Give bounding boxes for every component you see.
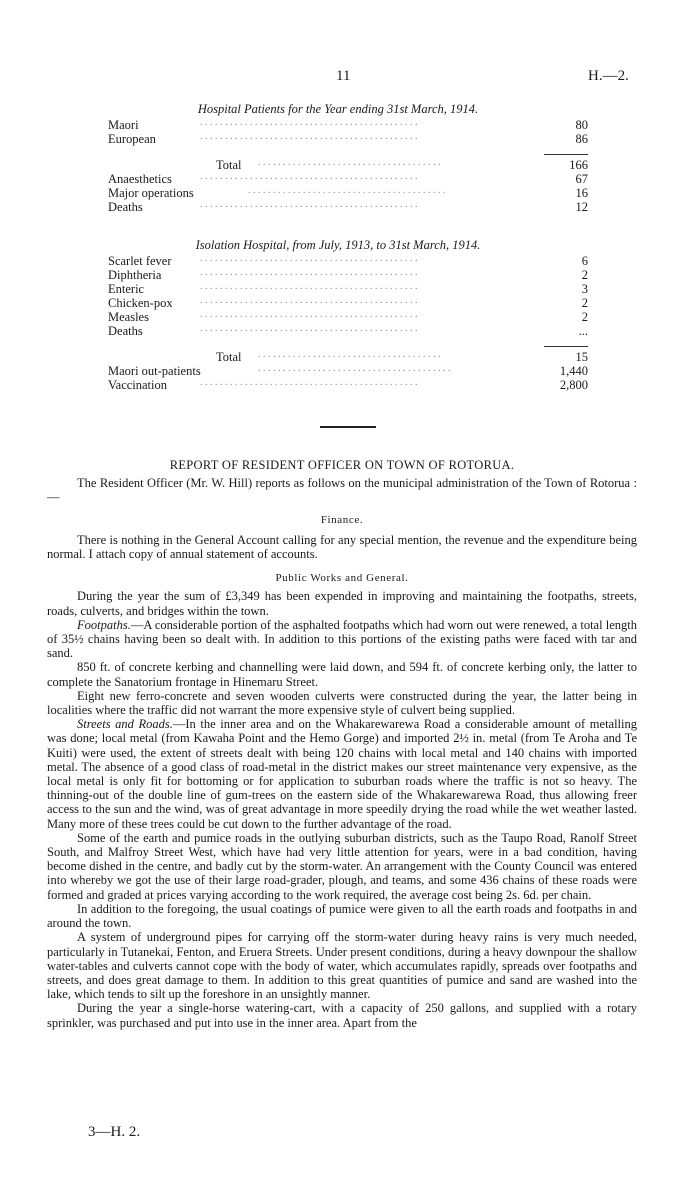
row-value: 16 — [575, 186, 588, 200]
report-heading: REPORT OF RESIDENT OFFICER ON TOWN OF ROTORUA. — [169, 458, 515, 472]
intro-paragraph: The Resident Officer (Mr. W. Hill) reports as follows on the municipal administration of the Town of Rotorua :— — [47, 476, 637, 505]
total-label: Total — [216, 350, 242, 364]
leader-dots: . . . . . . . . . . . . . . . . . . . . . . . . . . . . . . . . . . . . . . . . . . . . — [200, 281, 418, 292]
row-label: Anaesthetics — [108, 172, 172, 186]
row-label: Maori out-patients — [108, 364, 201, 378]
row-label: European — [108, 132, 156, 146]
report-body — [47, 458, 637, 1030]
table-row — [108, 132, 588, 146]
leader-dots: . . . . . . . . . . . . . . . . . . . . . . . . . . . . . . . . . . . . . . . . . . . . — [200, 199, 418, 210]
finance-paragraph: There is nothing in the General Account calling for any special mention, the revenue and the expenditure being normal. I attach copy of annual statement of accounts. — [47, 532, 637, 562]
paragraph: During the year the sum of £3,349 has been expended in improving and maintaining the footpaths, streets, roads, culverts, and bridges within the town. — [47, 589, 637, 618]
paragraph: During the year a single-horse watering-cart, with a capacity of 250 gallons, and supplied with a rotary sprinkler, was purchased and put into use in the inner area. Apart from the — [47, 1001, 637, 1030]
paragraph: Eight new ferro-concrete and seven wooden culverts were constructed during the year, the latter being in localities where the traffic did not warrant the more expensive style of culvert being supplied. — [47, 688, 637, 718]
leader-dots: . . . . . . . . . . . . . . . . . . . . . . . . . . . . . . . . . . . . . . . . . . . . — [200, 131, 418, 142]
leader-dots: . . . . . . . . . . . . . . . . . . . . . . . . . . . . . . . . . . . . . — [258, 157, 441, 168]
sum-rule — [544, 346, 588, 347]
total-value: 166 — [569, 158, 588, 172]
row-value: 1,440 — [559, 364, 588, 378]
row-label: Measles — [108, 310, 149, 324]
row-label: Deaths — [108, 200, 143, 214]
row-label: Vaccination — [108, 378, 168, 392]
total-label: Total — [216, 158, 242, 172]
row-label: Enteric — [108, 282, 145, 296]
leader-dots: . . . . . . . . . . . . . . . . . . . . . . . . . . . . . . . . . . . . . . . . . . . . — [200, 309, 418, 320]
row-label: Maori — [108, 118, 139, 132]
leader-dots: . . . . . . . . . . . . . . . . . . . . . . . . . . . . . . . . . . . . . . . . . . . . — [200, 171, 418, 182]
row-value: 12 — [575, 200, 588, 214]
leader-dots: . . . . . . . . . . . . . . . . . . . . . . . . . . . . . . . . . . . . . . . — [258, 363, 451, 374]
row-value: 2 — [581, 296, 588, 310]
page-number: 11 — [336, 68, 351, 84]
leader-dots: . . . . . . . . . . . . . . . . . . . . . . . . . . . . . . . . . . . . . . . . . . . . — [200, 267, 418, 278]
paragraph-text: —A considerable portion of the asphalted footpaths which had worn out were renewed, a total length of 35½ chains having been so dealt with. In addition to this portions of the existing paths were faced with tar and sand. — [47, 617, 637, 661]
row-label: Diphtheria — [108, 268, 162, 282]
row-value: 6 — [581, 254, 588, 268]
row-label: Deaths — [108, 324, 143, 338]
hospital-patients-table — [108, 100, 588, 214]
leader-dots: . . . . . . . . . . . . . . . . . . . . . . . . . . . . . . . . . . . . . . . . . . . . — [200, 323, 418, 334]
paragraph-text: —In the inner area and on the Whakarewarewa Road a considerable amount of metalling was done; local metal (from Kawaha Point and the Hemo Gorge) and imported 2½ in. metal (from Te Aroha and Te Kuiti) were used, the extent of streets dealt with being 120 chains with local metal and 140 chains with imported metal. The absence of a good class of road-metal in the district makes our street maintenance very expensive, as the local metal is only fit for bottoming or for application to suburban roads where the traffic is not so heavy. The thinning-out of the double line of gum-trees on the eastern side of the Whakarewarewa Road, thus allowing freer access to the sun and the wind, was of great advantage in more speedily drying the road while the wet weather lasted. Many more of these trees could be cut down to the further advantage of the road. — [47, 717, 638, 831]
leader-dots: . . . . . . . . . . . . . . . . . . . . . . . . . . . . . . . . . . . . . . . . . . . . — [200, 377, 418, 388]
paragraph: A system of underground pipes for carrying off the storm-water during heavy rains is very much needed, particularly in Tutanekai, Fenton, and Eruera Streets. Under present conditions, during a heavy downpour the shallow water-tables and culverts cannot cope with the body of water, which accumulates rapidly, spreads over footpaths and streets, and does great damage to them. In addition to this great quantities of pumice and sand are washed into the lake, which tends to silt up the foreshore in an unsightly manner. — [47, 930, 637, 1002]
row-value: 67 — [575, 172, 588, 186]
table-row — [108, 324, 588, 338]
table-row — [108, 378, 588, 392]
isolation-hospital-table — [108, 236, 588, 392]
footpaths-paragraph — [47, 618, 637, 661]
row-label: Major operations — [108, 186, 194, 200]
sum-rule — [544, 154, 588, 155]
finance-heading: Finance. — [320, 513, 364, 526]
table-title: Hospital Patients for the Year ending 31st March, 1914. — [197, 102, 479, 116]
document-reference: H.—2. — [588, 68, 629, 84]
row-value: 2 — [581, 268, 588, 282]
leader-dots: . . . . . . . . . . . . . . . . . . . . . . . . . . . . . . . . . . . . . . . . . . . . — [200, 117, 418, 128]
paragraph: In addition to the foregoing, the usual coatings of pumice were given to all the earth roads and footpaths in and around the town. — [47, 901, 637, 931]
row-value: 80 — [575, 118, 588, 132]
total-value: 15 — [575, 350, 588, 364]
row-value: ... — [578, 324, 588, 338]
row-value: 2,800 — [559, 378, 588, 392]
leader-dots: . . . . . . . . . . . . . . . . . . . . . . . . . . . . . . . . . . . . . . . . — [248, 185, 446, 196]
public-works-heading: Public Works and General. — [275, 572, 409, 585]
row-label: Chicken-pox — [108, 296, 173, 310]
section-separator — [320, 426, 376, 428]
paragraph-lead: Streets and Roads. — [77, 717, 173, 732]
sheet-signature: 3—H. 2. — [88, 1124, 141, 1140]
row-label: Scarlet fever — [108, 254, 172, 268]
table-row — [108, 200, 588, 214]
row-value: 2 — [581, 310, 588, 324]
row-value: 3 — [581, 282, 588, 296]
leader-dots: . . . . . . . . . . . . . . . . . . . . . . . . . . . . . . . . . . . . . . . . . . . . — [200, 253, 418, 264]
paragraph: 850 ft. of concrete kerbing and channelling were laid down, and 594 ft. of concrete kerbing only, the latter to complete the Sanatorium frontage in Hinemaru Street. — [47, 660, 637, 689]
paragraph: Some of the earth and pumice roads in the outlying suburban districts, such as the Taupo Road, Ranolf Street South, and Malfroy Street West, which have had very little attention for years, were in a bad condition, having become dished in the centre, and badly cut by the storm-water. An arrangement with the County Council was entered into whereby we got the use of their large road-grader, plough, and teams, and some 436 chains of these roads were formed and graded at prices varying according to the work required, the average cost being 2s. 6d. per chain. — [47, 830, 637, 902]
leader-dots: . . . . . . . . . . . . . . . . . . . . . . . . . . . . . . . . . . . . . . . . . . . . — [200, 295, 418, 306]
paragraph-lead: Footpaths. — [77, 617, 131, 632]
streets-roads-paragraph — [47, 717, 637, 831]
row-value: 86 — [575, 132, 588, 146]
table-title: Isolation Hospital, from July, 1913, to 31st March, 1914. — [195, 238, 481, 252]
leader-dots: . . . . . . . . . . . . . . . . . . . . . . . . . . . . . . . . . . . . . — [258, 349, 441, 360]
